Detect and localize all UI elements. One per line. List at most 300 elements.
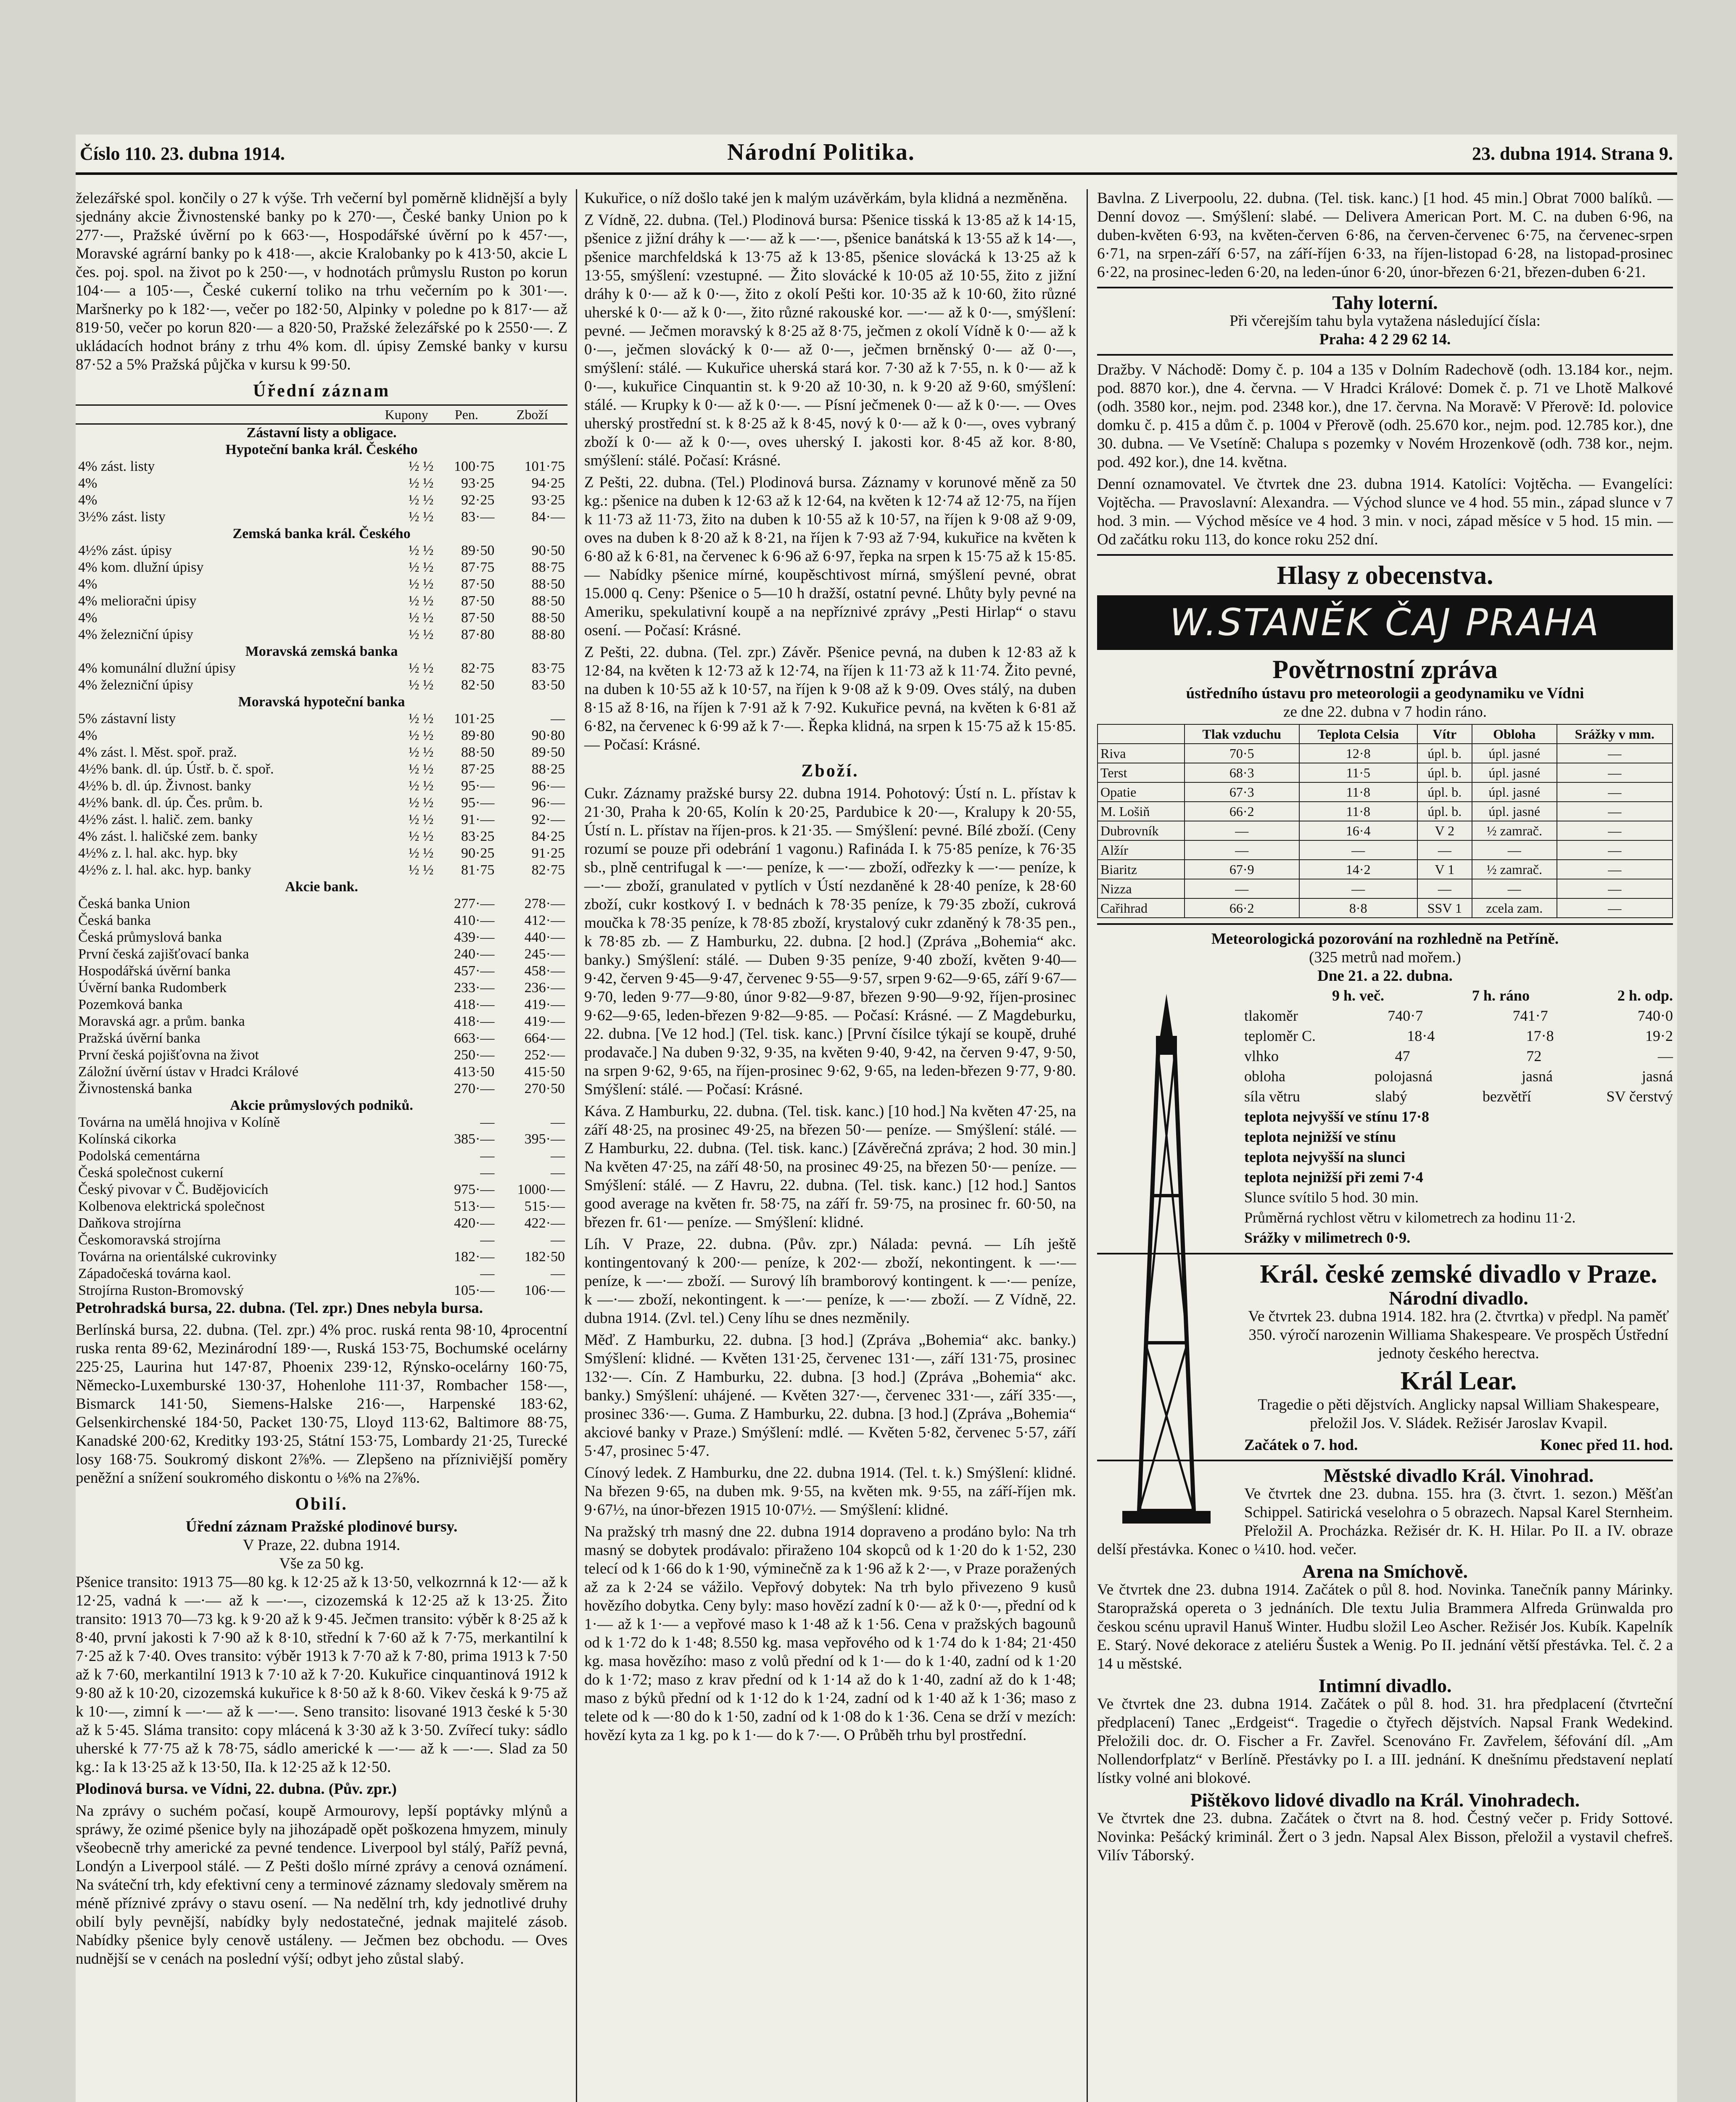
bond-pen: 513·— <box>454 1199 495 1214</box>
bond-name: 4% zást. l. haličské zem. banky <box>78 829 258 844</box>
bond-pen: — <box>480 1232 495 1248</box>
observation-row <box>1244 1086 1673 1106</box>
bond-zbozi: 94·25 <box>531 475 565 491</box>
observation-value: polojasná <box>1375 1068 1433 1085</box>
bond-zbozi: 88·50 <box>531 593 565 609</box>
newspaper-page <box>76 135 1677 2102</box>
observation-extra: teplota nejnižší ve stínu <box>1244 1128 1396 1145</box>
weather-col-header: Srážky v mm. <box>1557 724 1673 744</box>
bond-zbozi: 83·50 <box>531 677 565 693</box>
rule <box>1097 287 1673 288</box>
lottery-heading: Tahy loterní. <box>1332 292 1438 313</box>
bond-zbozi: 96·— <box>531 778 565 794</box>
bond-name: 4% komunální dlužní úpisy <box>78 660 236 676</box>
sugar-text: Cukr. Záznamy pražské bursy 22. dubna 1914. Pohotový: Ústí n. L. přístav k 21·30, Praha k 20·65, Kolín k 20·25, Pardubice k 20·—, Kralupy k 20·55, Ústí n. L. přístav na říjen-pros. k 21·35. — Smýšlení: pevné. Bílé zboží. (Ceny rozumí se pouze při odebrání 1 vagonu.) Rafináda I. k 75·85 peníze, k 76·35 sb., plně centrifugal k —·— peníze, k —·— zboží, odřezky k —·— peníze, k —·— zboží, granulated v pytlích v Ústí nezdaněné k 28·40 peníze, k 28·60 zboží, cukr kostkový I. v bednách k 78·35 peníze, k 79·35 zboží, cukrová moučka k 78·35 peníze, k 78·85 zboží, krystalový cukr zdaněný k 78·35 pen., k 78·85 zb. — Z Hamburku, 22. dubna. [2 hod.] (Zpráva „Bohemia“ akc. banky.) Smýšlení: stálé. — Duben 9·35 peníze, 9·40 zboží, květen 9·40—9·42, červen 9·45—9·47, červenec 9·55—9·57, srpen 9·62—9·65, září 9·67—9·70, leden 9·77—9·80, únor 9·82—9·87, březen 9·90—9·92, říjen-prosinec 9·62—9·65, leden-březen 9·82—9·85. — Počasí: Krásné. — Z Magdeburku, 22. dubna. [Ve 12 hod.] (Tel. tisk. kanc.) [První čísilce týkají se koupě, druhé prodavače.] Na duben 9·32, 9·35, na květen 9·40, 9·42, na červen 9·47, 9·50, na srpen 9·62, 9·65, na říjen-prosinec 9·62, 9·65, na leden-březen 9·77, 9·80. Smýšlení: stálé. — Počasí: Krásné. <box>584 785 1076 1098</box>
bond-kupony <box>377 1265 436 1282</box>
auction-notices: Dražby. V Náchodě: Domy č. p. 104 a 135 v Dolním Radechově (odh. 13.184 kor., nejm. pod. 8870 kor.), dne 4. června. — V Hradci Králové: Domek č. p. 71 ve Lhotě Malkové (odh. 3580 kor., nejm. pod. 2348 kor.), dne 17. června. Na Moravě: V Přerově: Id. polovice domku č. p. 415 a dům č. p. 1004 v Přerově (odh. 25.670 kor., nejm. pod. 12.785 kor.), dne 30. dubna. — Ve Vsetíně: Chalupa s pozemky v Novém Hrozenkově (odh. 738 kor., nejm. pod. 492 kor.), dne 14. května. <box>1097 361 1673 471</box>
plodinova-text: Na zprávy o suchém počasí, koupě Armourovy, lepší poptávky mlýnů a spráwy, že ozimé pšenice byly na jihozápadě opět poškozena hmyzem, minuly všeobecně trhy americké za pevné tendence. Liverpool byl stálý, Paříž pevná, Londýn a Liverpool stálé. — Z Pešti došlo mírné zprávy a cenová oznámení. Na sváteční trh, kdy efektivní ceny a terminové záznamy sledovaly směrem na méně příznivé zprávy o stavu osení. — Na nedělní trh, kdy jednotlivé druhy obilí byly pevnější, nabídky byly nedostatečné, jednak majitelé zásob. Nabídky pšenice byly cenově ustáleny. — Ječmen bez obchodu. — Oves nudnější se v cenách na poslední výší; odbyt jeho zůstal slabý. <box>76 1802 567 1967</box>
bond-name: Továrna na umělá hnojiva v Kolíně <box>78 1114 280 1130</box>
bond-name: Kolínská cikorka <box>78 1131 177 1147</box>
bond-kupony: ½ ½ <box>408 711 434 726</box>
bond-kupony: ½ ½ <box>408 492 434 508</box>
bond-zbozi: 84·— <box>531 509 565 525</box>
observation-value: 18·4 <box>1407 1027 1435 1044</box>
bond-row <box>76 1114 567 1131</box>
bond-pen: 83·— <box>461 509 495 525</box>
bond-name: 4% železniční úpisy <box>78 627 193 642</box>
observation-heading: Meteorologická pozorování na rozhledně na Petříně. <box>1211 930 1559 948</box>
rain-note: Srážky v milimetrech 0·9. <box>1244 1229 1411 1246</box>
weather-cell: úpl. b. <box>1417 782 1472 802</box>
observation-value: jasná <box>1642 1068 1673 1085</box>
column-3 <box>1097 189 1673 2102</box>
cotton-report: Bavlna. Z Liverpoolu, 22. dubna. (Tel. tisk. kanc.) [1 hod. 45 min.] Obrat 7000 balíků. — Denní dovoz —. Smýšlení: slabé. — Delivera American Port. M. C. na duben 6·96, na duben-květen 6·93, na květen-červen 6·86, na červen-červenec 6·75, na červenec-srpen 6·71, na srpen-září 6·57, na září-říjen 6·33, na říjen-listopad 6·28, na listopad-prosinec 6·22, na prosinec-leden 6·20, na leden-únor 6·20, únor-březen 6·21, březen-duben 6·21. <box>1097 190 1673 281</box>
bond-kupony: ½ ½ <box>408 459 434 474</box>
play-text: Tragedie o pěti dějstvích. Anglicky napsal William Shakespeare, přeložil Jos. V. Sládek. Režisér Jaroslav Kvapil. <box>1258 1396 1659 1432</box>
metals-text: Měď. Z Hamburku, 22. dubna. [3 hod.] (Zpráva „Bohemia“ akc. banky.) Smýšlení: klidné. — Květen 131·25, červenec 131·—, září 131·75, prosinec 132·—. Cín. Z Hamburku, 22. dubna. [3 hod.] (Zpráva „Bohemia“ akc. banky.) Smýšlení: uhájené. — Květen 327·—, červenec 331·—, září 335·—, prosinec 336·—. Guma. Z Hamburku, 22. dubna. [3 hod.] (Zpráva „Bohemia“ akciové banky v Praze.) Smýšlení: mdlé. — Květen 5·82, červenec 5·57, září 5·47, prosinec 5·47. <box>584 1331 1076 1460</box>
weather-cell: 68·3 <box>1185 763 1299 782</box>
bond-name: 4% zást. listy <box>78 459 155 474</box>
bond-pen: 418·— <box>454 1014 495 1029</box>
observation-date: Dne 21. a 22. dubna. <box>1317 967 1453 985</box>
observation-label: síla větru <box>1244 1088 1300 1105</box>
bond-kupony <box>377 996 436 1013</box>
bond-row <box>76 610 567 626</box>
weather-cell: — <box>1557 860 1673 879</box>
bond-kupony <box>377 1131 436 1148</box>
bond-zbozi: 88·80 <box>531 627 565 642</box>
bond-name: 4% <box>78 475 98 491</box>
bond-row <box>76 1080 567 1097</box>
bond-name: 4½% b. dl. úp. Živnost. banky <box>78 778 251 794</box>
bond-row <box>76 1198 567 1215</box>
bond-name: Pozemková banka <box>78 997 183 1012</box>
bond-row <box>76 593 567 610</box>
bond-kupony: ½ ½ <box>408 778 434 794</box>
bond-name: 4% <box>78 728 98 743</box>
city-theatre-text: Ve čtvrtek dne 23. dubna. 155. hra (3. čtvrt. 1. sezon.) Měšťan Schippel. Satirická veselohra o 5 obrazech. Napsal Karel Sternheim. Přeložil A. Procházka. Režisér dr. K. H. Hilar. Po II. a IV. obraze delší přestávka. Konec o ¼10. hod. večer. <box>1097 1485 1673 1558</box>
wind-note: Průměrná rychlost větru v kilometrech za hodinu 11·2. <box>1244 1209 1576 1226</box>
weather-cell: — <box>1557 840 1673 860</box>
bond-table <box>76 404 567 1299</box>
bond-name: Českomoravská strojírna <box>78 1232 221 1248</box>
bond-group-row <box>76 441 567 458</box>
bond-pen: 100·75 <box>454 459 495 474</box>
cattle-market: Na pražský trh masný dne 22. dubna 1914 dopraveno a prodáno bylo: Na trh masný se dobytek prodávalo: přiraženo 104 skopců od k 1·20 do k 1·52, 230 telecí od k 1·66 do k 1·90, výminečně za k 1·96 až k 2·—, v Praze poražených až za k 2·24 se vážilo. Vepřový dobytek: Na trh bylo přivezeno 9 kusů hovězího dobytka. Ceny byly: maso hovězí zadní k 0·— až k 0·—, přední od k 1·— až k 1·— a vepřové maso k 1·48 až k 1·56. Cena v pražských bagounů od k 1·72 do k 1·48; 8.550 kg. masa vepřového od k 1·74 do k 1·84; 21·450 kg. masa hovězího: maso z volů přední od k 1·— do k 1·40, zadní od k 1·20 do k 1·72; maso z krav přední od k 1·14 až do k 1·40, zadní až do k 1·48; maso z býků přední od k 1·12 do k 1·24, zadní od k 1·40 až k 1·36; maso z telete od k —·80 do k 1·50, zadní od k 1·08 do k 1·36. Cena se drží v mezích: hovězí kyta za 1 kg. po k 1·— do k 7·—. O Průběh trhu byl prostřední. <box>584 1523 1076 1744</box>
bond-name: Kolbenova elektrická společnost <box>78 1199 265 1214</box>
intimni-text: Ve čtvrtek dne 23. dubna 1914. Začátek o půl 8. hod. 31. hra předplacení (čtvrteční předplacení) Tanec „Erdgeist“. Tragedie o čtyřech dějstvích. Napsal Frank Wedekind. Přeložili doc. dr. O. Fischer a Fr. Zavřel. Scenováno Fr. Zavřelem, šéfování díl. „Am Nollendorfplatz“ v Berlíně. Přestávky po I. a III. jednání. K dnešnímu představení neplatí lístky volné ani blokové. <box>1097 1695 1673 1787</box>
bond-col-zbozi: Zboží <box>497 405 567 424</box>
bond-pen: 87·50 <box>461 593 495 609</box>
bond-zbozi: 90·50 <box>531 543 565 558</box>
berlin-bursa: Berlínská bursa, 22. dubna. (Tel. zpr.) 4% proc. ruská renta 98·10, 4procentní ruska renta 89·62, Mezinárodní 189·—, Ruská 153·75, Bochumské ocelárny 225·25, Laurina hut 147·87, Phoenix 239·12, Rýnsko-ocelárny 160·75, Německo-Luxemburské 130·37, Hohenlohe 111·37, Rombacher 158·—, Bismarck 141·50, Siemens-Halske 216·—, Harpenské 183·62, Gelsenkirchenské 184·50, Packet 130·75, Lloyd 113·62, Baltimore 88·75, Kanadské 200·62, Kreditky 193·25, Státní 153·75, Lombardy 21·25, Turecké losy 168·75. Soukromý diskont 2⅞%. — Zlepšeno na přízniviější poměry peněžní a snížení soukromého diskontu o ⅛% na 2⅞%. <box>76 1321 567 1487</box>
bond-kupony: ½ ½ <box>408 509 434 525</box>
bond-row <box>76 1064 567 1080</box>
vienna-bursa: Z Vídně, 22. dubna. (Tel.) Plodinová bursa: Pšenice tisská k 13·85 až k 14·15, pšenice z jižní dráhy k —·— až k —·—, pšenice banátská k 13·55 až k 14·—, pšenice marchfeldská k 13·75 až k 13·85, pšenice slovácká k 13·25 až k 13·55, smýšlení: vzestupné. — Žito slovácké k 10·05 až 10·55, žito z jižní dráhy k 0·— až k 0·—, žito z okolí Pešti kor. 10·35 až k 10·60, žito různé uherské k 0·— až k 0·—, žito různé rakouské kor. —·— až k 0·—, smýšlení: pevné. — Ječmen moravský k 8·25 až 8·75, ječmen z okolí Vídně k 0·— až k 0·—, ječmen slovácký k 0·— až 0·—, ječmen brněnský 0·— až 0·—, smýšlení: stálé. — Kukuřice uherská stará kor. 7·30 až k 7·55, n. k 0·— až k 0·—, kukuřice Cinquantin st. k 9·20 až 10·30, n. k 9·20 až 9·60, smýšlení: stálé. — Krupky k 0·— až k 0·—. — Písní ječmenek 0·— až k 0·—. — Oves uherský prostřední st. k 8·25 až k 8·45, nový k 0·— až k 0·—, oves vybraný zboží k 0·— až k 0·—, oves uherský I. jakosti kor. 8·45 až kor. 8·80, smýšlení: stálé. Počasí: Krásné. <box>584 211 1076 469</box>
bond-zbozi: 88·50 <box>531 610 565 626</box>
market-intro: železářské spol. končily o 27 k výše. Trh večerní byl poměrně klidnější a byly sjednány akcie Živnostenské banky po k 270·—, České banky Union po k 277·—, Pražské úvěrní po k 663·—, Hospodářské úvěrní po k 457·—, Moravské agrární banky po k 418·—, akcie Kralobanky po k 413·50, akcie L čes. poj. spol. na život po k 250·—, v hodnotách průmyslu Ruston po korun 104·— a 105·—, České cukerní toliko na trhu večerním po k 301·—. Maršnerky po k 182·—, večer po 182·50, Alpinky v poledne po k 817·— až 819·50, večer po korun 820·— a 820·50, Pražské železářské po k 2550·—. Z ukládacích hodnot brány z trhu 4% kom. dl. úpisy Zemské banky v kursu 87·52 a 5% Pražská půjčka v kursu k 99·50. <box>76 190 567 373</box>
bond-pen: 91·— <box>461 812 495 827</box>
bond-pen: 418·— <box>454 997 495 1012</box>
bond-group-name: Zástavní listy a obligace. <box>246 425 397 441</box>
forecast-heading: Povětrnostní zpráva <box>1272 655 1498 684</box>
weather-row <box>1098 840 1673 860</box>
weather-cell: úpl. jasné <box>1472 744 1557 763</box>
weather-col-header: Vítr <box>1417 724 1472 744</box>
bond-pen: 439·— <box>454 930 495 945</box>
bond-name: Moravská agr. a prům. banka <box>78 1014 245 1029</box>
bond-col-name <box>76 405 377 424</box>
bond-pen: 87·75 <box>461 560 495 575</box>
bond-row <box>76 542 567 559</box>
observation-label: tlakoměr <box>1244 1007 1298 1024</box>
bond-kupony: ½ ½ <box>408 475 434 491</box>
rule <box>1097 554 1673 556</box>
observation-extra: teplota nejnižší při zemi 7·4 <box>1244 1169 1423 1186</box>
weather-cell: 14·2 <box>1299 860 1417 879</box>
bond-zbozi: 1000·— <box>517 1182 565 1197</box>
lottery-city: Praha: <box>1319 331 1365 348</box>
observation-value: SV čerstvý <box>1606 1088 1673 1105</box>
observation-value: 17·8 <box>1526 1027 1554 1044</box>
bond-row <box>76 626 567 643</box>
bond-name: Česká průmyslová banka <box>78 930 222 945</box>
bond-row <box>76 744 567 761</box>
bond-zbozi: 82·75 <box>531 862 565 878</box>
bond-kupony: ½ ½ <box>408 795 434 811</box>
bond-kupony: ½ ½ <box>408 576 434 592</box>
weather-row <box>1098 879 1673 898</box>
pest-bursa: Z Pešti, 22. dubna. (Tel.) Plodinová bursa. Záznamy v korunové měně za 50 kg.: pšenice na duben k 12·63 až k 12·64, na květen k 12·74 až 12·75, na říjen k 11·73 až 11·73, žito na duben k 10·55 až k 10·57, na říjen k 9·08 až 9·09, oves na duben k 8·20 až k 8·21, na říjen k 7·93 až 7·94, kukuřice na květen k 6·80 až k 6·81, na červenec k 6·96 až 6·97, řepka na srpen k 15·75 až k 15·85. — Nabídky pšenice mírné, koupěschtivost mírná, smýšlení pevné, obrat 15.000 q. Ceny: Pšenice o 5—10 h dražší, ostatní pevné. Lhůty byly pevné na Ameriku, spekulativní koupě a na nepříznivé zprávy „Pesti Hirlap“ o stavu osení. — Počasí: Krásné. <box>584 474 1076 639</box>
bond-group-name: Moravská hypoteční banka <box>238 694 405 710</box>
weather-cell: 70·5 <box>1185 744 1299 763</box>
bond-row <box>76 710 567 727</box>
arena-text: Ve čtvrtek dne 23. dubna 1914. Začátek o půl 8. hod. Novinka. Tanečník panny Márinky. Staropražská opereta o 3 jednáních. Dle textu Julia Brammera Alfreda Grünwalda pro českou scénu upravil Hanuš Winter. Hudbu složil Leo Ascher. Režisér Jos. Kubík. Kapelník E. Starý. Nové dekorace z ateliéru Šustek a Wenig. Po II. jednání větší přestávka. Tel. č. 2 a 14 u městské. <box>1097 1581 1673 1672</box>
bond-col-pen: Pen. <box>436 405 497 424</box>
bond-name: Západočeská továrna kaol. <box>78 1266 231 1281</box>
bond-name: Český pivovar v Č. Budějovicích <box>78 1182 269 1197</box>
bond-row <box>76 1165 567 1181</box>
bond-pen: 89·80 <box>461 728 495 743</box>
bond-kupony: ½ ½ <box>408 745 434 760</box>
bond-zbozi: 90·80 <box>531 728 565 743</box>
weather-cell: Cařihrad <box>1098 898 1185 918</box>
bond-pen: 250·— <box>454 1047 495 1063</box>
forecast-date: ze dne 22. dubna v 7 hodin ráno. <box>1283 703 1487 721</box>
bond-kupony: ½ ½ <box>408 728 434 743</box>
bond-zbozi: 515·— <box>524 1199 565 1214</box>
bond-row <box>76 1265 567 1282</box>
bond-zbozi: 88·25 <box>531 761 565 777</box>
grain-subheading: Úřední záznam Pražské plodinové bursy. <box>185 1518 458 1535</box>
theatre-subheading: Národní divadlo. <box>1389 1287 1528 1309</box>
bond-row <box>76 1013 567 1030</box>
bond-zbozi: 419·— <box>524 1014 565 1029</box>
bond-kupony <box>377 1030 436 1047</box>
bond-name: Pražská úvěrní banka <box>78 1030 201 1046</box>
weather-row <box>1098 744 1673 763</box>
obs-col-afternoon: 2 h. odp. <box>1617 987 1673 1004</box>
bond-group-row <box>76 879 567 895</box>
weather-row <box>1098 860 1673 879</box>
bond-kupony <box>377 1198 436 1215</box>
pistek-text: Ve čtvrtek dne 23. dubna. Začátek o čtvrt na 8. hod. Čestný večer p. Fridy Sottové. Novinka: Pešácký kriminál. Žert o 3 jedn. Napsal Alex Bisson, přeložil a vystavil chefreš. Vilív Táborský. <box>1097 1810 1673 1864</box>
observation-value: 740·0 <box>1637 1007 1673 1024</box>
grain-heading: Obilí. <box>295 1495 348 1514</box>
observation-label: obloha <box>1244 1068 1285 1085</box>
weather-cell: úpl. jasné <box>1472 763 1557 782</box>
weather-cell: úpl. b. <box>1417 744 1472 763</box>
bond-pen: 95·— <box>461 795 495 811</box>
weather-cell: — <box>1417 840 1472 860</box>
observation-label: vlhko <box>1244 1048 1279 1064</box>
bond-row <box>76 576 567 593</box>
bond-pen: 90·25 <box>461 845 495 861</box>
weather-cell: úpl. jasné <box>1472 802 1557 821</box>
bond-pen: 87·25 <box>461 761 495 777</box>
bond-name: Česká společnost cukerní <box>78 1165 224 1180</box>
weather-cell: — <box>1185 821 1299 840</box>
tea-advert-banner: W.STANĚK ČAJ PRAHA <box>1097 595 1673 650</box>
bond-kupony: ½ ½ <box>408 560 434 575</box>
bond-name: 3½% zást. listy <box>78 509 166 525</box>
rule <box>1097 923 1673 925</box>
bond-zbozi: 89·50 <box>531 745 565 760</box>
weather-cell: — <box>1472 879 1557 898</box>
bond-group-name: Hypoteční banka král. Českého <box>225 442 418 457</box>
bond-group-row <box>76 424 567 442</box>
bond-kupony <box>377 1215 436 1232</box>
bond-row <box>76 996 567 1013</box>
bond-zbozi: 96·— <box>531 795 565 811</box>
theatre-heading: Král. české zemské divadlo v Praze. <box>1260 1260 1657 1289</box>
bond-pen: 87·50 <box>461 610 495 626</box>
issue-number: Číslo 110. 23. dubna 1914. <box>80 143 285 164</box>
observation-value: 19·2 <box>1645 1027 1673 1044</box>
weather-table <box>1097 724 1673 918</box>
bond-kupony <box>377 1249 436 1265</box>
bond-kupony <box>377 980 436 996</box>
weather-cell: — <box>1557 898 1673 918</box>
bond-pen: 83·25 <box>461 829 495 844</box>
bond-row <box>76 677 567 694</box>
bond-zbozi: 182·50 <box>524 1249 565 1265</box>
weather-cell: — <box>1185 879 1299 898</box>
bond-row <box>76 946 567 963</box>
bond-kupony <box>377 1114 436 1131</box>
bond-kupony <box>377 1013 436 1030</box>
bond-pen: 663·— <box>454 1030 495 1046</box>
bond-kupony <box>377 1047 436 1064</box>
bond-row <box>76 929 567 946</box>
bond-zbozi: 419·— <box>524 997 565 1012</box>
weather-cell: ½ zamrač. <box>1472 860 1557 879</box>
bond-pen: — <box>480 1266 495 1281</box>
bond-kupony <box>377 946 436 963</box>
bond-kupony: ½ ½ <box>408 862 434 878</box>
bond-pen: 101·25 <box>454 711 495 726</box>
bond-zbozi: 91·25 <box>531 845 565 861</box>
play-times <box>1244 1436 1673 1455</box>
bond-name: 4½% bank. dl. úp. Čes. prům. b. <box>78 795 263 811</box>
observation-subheading: (325 metrů nad mořem.) <box>1309 949 1461 966</box>
bond-kupony: ½ ½ <box>408 761 434 777</box>
bond-name: Česká banka <box>78 913 151 928</box>
bond-pen: 270·— <box>454 1081 495 1096</box>
weather-cell: úpl. b. <box>1417 763 1472 782</box>
bond-name: První česká zajišťovací banka <box>78 946 249 962</box>
bond-pen: 93·25 <box>461 475 495 491</box>
petro-bursa: Petrohradská bursa, 22. dubna. (Tel. zpr.) Dnes nebyla bursa. <box>76 1299 483 1317</box>
bond-zbozi: 458·— <box>524 963 565 979</box>
bond-group-name: Akcie bank. <box>285 879 358 895</box>
bond-zbozi: 83·75 <box>531 660 565 676</box>
bond-row <box>76 660 567 677</box>
goods-heading: Zboží. <box>801 761 859 781</box>
bond-kupony <box>377 929 436 946</box>
bond-row <box>76 778 567 795</box>
bond-group-row <box>76 643 567 660</box>
bond-name: 4% zást. l. Měst. spoř. praž. <box>78 745 237 760</box>
bond-row <box>76 1030 567 1047</box>
weather-col-header <box>1098 724 1185 744</box>
page-date: 23. dubna 1914. Strana 9. <box>1472 143 1673 164</box>
bond-kupony <box>377 963 436 980</box>
weather-cell: 8·8 <box>1299 898 1417 918</box>
bond-row <box>76 828 567 845</box>
bond-pen: 87·50 <box>461 576 495 592</box>
obs-col-evening: 9 h. več. <box>1332 987 1384 1004</box>
bond-zbozi: 93·25 <box>531 492 565 508</box>
bond-row <box>76 1181 567 1198</box>
bond-table-body <box>76 424 567 1299</box>
weather-cell: V 2 <box>1417 821 1472 840</box>
bond-row <box>76 912 567 929</box>
weather-cell: M. Lošiň <box>1098 802 1185 821</box>
column-1 <box>76 189 567 2102</box>
bond-row <box>76 811 567 828</box>
observation-columns <box>1244 985 1673 1006</box>
bond-name: Záložní úvěrní ústav v Hradci Králové <box>78 1064 298 1080</box>
weather-cell: V 1 <box>1417 860 1472 879</box>
bond-zbozi: 84·25 <box>531 829 565 844</box>
official-heading: Úřední záznam <box>253 381 390 401</box>
weather-row <box>1098 898 1673 918</box>
bond-pen: 410·— <box>454 913 495 928</box>
bond-row <box>76 1215 567 1232</box>
bond-name: Živnostenská banka <box>78 1081 192 1096</box>
weather-cell: — <box>1557 744 1673 763</box>
page-header <box>76 135 1677 175</box>
bond-kupony <box>377 1165 436 1181</box>
arena-heading: Arena na Smíchově. <box>1302 1561 1468 1582</box>
weather-cell: SSV 1 <box>1417 898 1472 918</box>
weather-cell: — <box>1557 802 1673 821</box>
intimni-heading: Intimní divadlo. <box>1318 1675 1452 1696</box>
bond-zbozi: 415·50 <box>524 1064 565 1080</box>
weather-cell: Biaritz <box>1098 860 1185 879</box>
weather-cell: — <box>1557 782 1673 802</box>
bond-group-name: Zemská banka král. Českého <box>232 526 411 541</box>
weather-cell: Riva <box>1098 744 1185 763</box>
bond-group-row <box>76 694 567 710</box>
weather-row <box>1098 821 1673 840</box>
bond-zbozi: 395·— <box>524 1131 565 1147</box>
weather-cell: Terst <box>1098 763 1185 782</box>
bond-pen: 88·50 <box>461 745 495 760</box>
weather-col-header: Tlak vzduchu <box>1185 724 1299 744</box>
bond-pen: 975·— <box>454 1182 495 1197</box>
bond-pen: — <box>480 1114 495 1130</box>
bond-kupony <box>377 1064 436 1080</box>
plodinova-heading: Plodinová bursa. ve Vídni, 22. dubna. (Pův. zpr.) <box>76 1780 397 1798</box>
bond-row <box>76 492 567 509</box>
bond-pen: — <box>480 1148 495 1164</box>
bond-group-row <box>76 1097 567 1114</box>
bond-zbozi: 88·75 <box>531 560 565 575</box>
play-end: Konec před 11. hod. <box>1540 1437 1673 1454</box>
city-theatre-heading: Městské divadlo Král. Vinohrad. <box>1323 1465 1594 1486</box>
bond-row <box>76 845 567 862</box>
bond-group-row <box>76 526 567 542</box>
bond-zbozi: 412·— <box>524 913 565 928</box>
pistek-heading: Pištěkovo lidové divadlo na Král. Vinohradech. <box>1190 1789 1580 1811</box>
play-start: Začátek o 7. hod. <box>1244 1437 1358 1454</box>
bond-kupony: ½ ½ <box>408 593 434 609</box>
bond-kupony <box>377 1148 436 1165</box>
bond-row <box>76 980 567 996</box>
bond-kupony: ½ ½ <box>408 845 434 861</box>
weather-cell: úpl. b. <box>1417 802 1472 821</box>
weather-cell: — <box>1557 879 1673 898</box>
weather-cell: úpl. jasné <box>1472 782 1557 802</box>
bond-name: 4% <box>78 492 98 508</box>
weather-row <box>1098 802 1673 821</box>
weather-cell: — <box>1472 840 1557 860</box>
bond-zbozi: 236·— <box>524 980 565 996</box>
bond-row <box>76 1148 567 1165</box>
observation-value: 72 <box>1526 1048 1542 1064</box>
bond-kupony: ½ ½ <box>408 543 434 558</box>
bond-name: 4% <box>78 610 98 626</box>
bond-name: Daňkova strojírna <box>78 1215 181 1231</box>
bond-row <box>76 1232 567 1249</box>
bond-zbozi: 106·— <box>524 1283 565 1298</box>
theatre-text: Ve čtvrtek 23. dubna 1914. 182. hra (2. čtvrtka) v předpl. Na paměť 350. výročí narozenin Williama Shakespeare. Ve prospěch Ústřední jednoty českého herectva. <box>1248 1308 1669 1362</box>
bond-pen: — <box>480 1165 495 1180</box>
bond-pen: 82·50 <box>461 677 495 693</box>
bond-row <box>76 509 567 526</box>
bond-name: 4% železniční úpisy <box>78 677 193 693</box>
grain-unit: Vše za 50 kg. <box>279 1555 364 1572</box>
observation-extra: teplota nejvyšší ve stínu 17·8 <box>1244 1108 1430 1125</box>
bond-row <box>76 1047 567 1064</box>
bond-zbozi: 422·— <box>524 1215 565 1231</box>
bond-kupony <box>377 1181 436 1198</box>
weather-cell: 16·4 <box>1299 821 1417 840</box>
observation-row <box>1244 1046 1673 1066</box>
bond-kupony: ½ ½ <box>408 829 434 844</box>
weather-cell: — <box>1417 879 1472 898</box>
bond-kupony <box>377 1080 436 1097</box>
bond-row <box>76 1282 567 1299</box>
bond-kupony <box>377 1282 436 1299</box>
rule <box>1097 354 1673 356</box>
grain-prices: Pšenice transito: 1913 75—80 kg. k 12·25 až k 13·50, velkozrnná k 12·— až k 12·25, vadná k —·— až k —·—, cizozemská k 12·25 až k 13·25. Žito transito: 1913 70—73 kg. k 9·20 až k 9·45. Ječmen transito: výběr k 8·25 až k 8·40, první jakosti k 7·90 až k 8·10, střední k 7·60 až k 7·75, merkantilní k 7·25 až k 7·40. Oves transito: výběr 1913 k 7·70 až k 7·80, prima 1913 k 7·50 až k 7·60, merkantilní 1913 k 7·10 až k 7·20. Kukuřice cinquantinová 1912 k 9·80 až k 10·20, cizozemská kukuřice k 8·50 až k 8·60. Vikev česká k 9·75 až k 10·—, zimní k —·— až k —·—. Seno transito: lisované 1913 české k 5·30 až k 5·45. Sláma transito: copy mlácená k 3·30 až k 3·50. Zvířecí tuky: sádlo uherské k 77·75 až k 78·75, sádlo americké k —·— až k —·—. Slad za 50 kg.: Ia k 13·25 až k 13·50, IIa. k 12·25 až k 12·50. <box>76 1574 567 1776</box>
bond-kupony: ½ ½ <box>408 677 434 693</box>
observation-value: bezvětří <box>1482 1088 1531 1105</box>
bond-row <box>76 862 567 879</box>
